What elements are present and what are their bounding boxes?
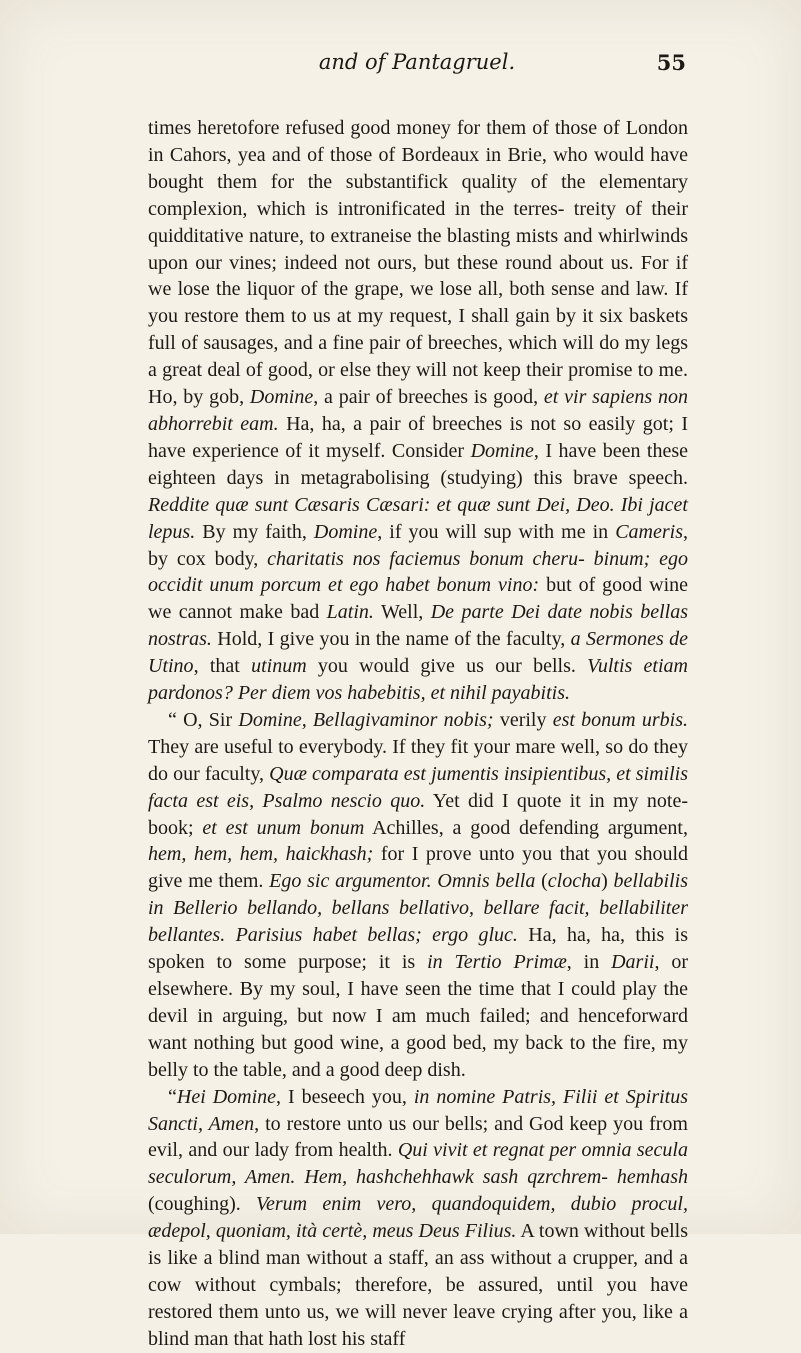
text-run: , to restore unto us our bells; and God keep you from evil, and our lady from health.	[148, 1112, 688, 1162]
text-run: Ha, ha, a pair of breeches is not so easily got; I have experience of it myself. Consider	[148, 412, 689, 462]
italic-text: Domine, Bellagivaminor nobis;	[238, 708, 494, 731]
text-run: Ha, ha, ha, this is spoken to some purpose; it is	[148, 924, 689, 974]
text-run: , by cox body,	[148, 520, 688, 570]
italic-text: Domine	[470, 439, 534, 462]
text-run: A town without bells is like a blind man without a staff, an ass without a crupper, and a cow without cymbals; therefore, be assured, until you have restored them unto us, we will never leave crying after you, like a blind man that hath lost his staff	[148, 1220, 689, 1350]
text-run: )	[601, 870, 614, 893]
text-run: , I beseech you,	[276, 1085, 414, 1108]
text-run: (coughing).	[148, 1193, 257, 1216]
text-run: , a pair of breeches is good,	[313, 386, 544, 409]
text-run: They are useful to everybody. If they fit your mare well, so do they do our faculty,	[148, 735, 688, 785]
italic-text: Ego sic argumentor. Omnis bella	[269, 870, 536, 893]
text-run: Yet did I quote it in my note-book;	[148, 789, 688, 839]
italic-text: De parte Dei date nobis bellas nostras.	[148, 601, 688, 651]
text-run: “	[168, 1085, 177, 1108]
italic-text: Verum enim vero, quandoquidem, dubio procul, ædepol, quoniam, ità certè, meus Deus Filius.	[148, 1193, 688, 1243]
page-number: 55	[656, 50, 686, 75]
text-run: verily	[493, 708, 553, 731]
body-text	[148, 115, 688, 1353]
text-run: you would give us our bells.	[306, 655, 588, 678]
italic-text: in nomine Patris, Filii et Spiritus Sancti, Amen	[148, 1085, 689, 1135]
text-run: for I prove unto you that you should give me them.	[148, 843, 689, 893]
text-run: times heretofore refused good money for them of those of London in Cahors, yea and of those of Bordeaux in Brie, who would have bought them for the substantifick quality of the elementary complexion, which is intronificated in the terres- treity of their quidditative nature, to extraneise the blasting mists and whirlwinds upon our vines; indeed not ours, but these round about us. For if we lose the liquor of the grape, we lose all, both sense and law. If you restore them to us at my request, I shall gain by it six baskets full of sausages, and a fine pair of breeches, which will do my legs a great deal of good, or else they will not keep their promise to me. Ho, by gob,	[148, 117, 688, 409]
italic-text: Domine	[313, 520, 378, 543]
italic-text: Domine	[249, 386, 314, 409]
italic-text: in Tertio Primæ	[427, 951, 567, 974]
italic-text: clocha	[547, 870, 602, 893]
italic-text: et est unum bonum	[202, 816, 365, 839]
italic-text: Darii	[611, 951, 655, 974]
italic-text: Quæ comparata est jumentis insipientibus, et similis facta est eis, Psalmo nescio quo.	[148, 762, 688, 812]
text-run: , I have been these eighteen days in metagrabolising (studying) this brave speech.	[148, 439, 689, 489]
italic-text: Latin.	[326, 601, 374, 624]
italic-text: est bonum urbis.	[552, 708, 688, 731]
paragraph	[148, 707, 688, 1084]
italic-text: charitatis nos faciemus bonum cheru- binum; ego occidit unum porcum et ego habet bonum vino:	[148, 547, 688, 597]
paragraph	[148, 115, 688, 707]
running-head	[148, 50, 686, 86]
running-title: and of Pantagruel.	[318, 50, 516, 74]
italic-text: hem, hem, hem, haickhash;	[148, 843, 374, 866]
text-run: , if you will sup with me in	[377, 520, 616, 543]
italic-text: bellabilis in Bellerio bellando, bellans bellativo, bellare facit, bellabiliter bellantes. Parisius habet bellas; ergo gluc.	[148, 870, 688, 947]
italic-text: et vir sapiens non abhorrebit eam.	[148, 386, 688, 435]
italic-text: Cameris	[615, 520, 683, 543]
paragraph	[148, 1084, 688, 1353]
italic-text: Qui vivit et regnat per omnia secula seculorum, Amen. Hem, hashchehhawk sash qzrchrem- hemhash	[148, 1139, 688, 1189]
text-run: Achilles, a good defending argument,	[364, 816, 688, 839]
text-run: (	[535, 870, 548, 893]
text-run: , in	[566, 951, 612, 974]
text-run: but of good wine we cannot make bad	[148, 574, 688, 624]
text-run: , or elsewhere. By my soul, I have seen the time that I could play the devil in arguing, but now I am much failed; and henceforward want nothing but good wine, a good bed, my back to the fire, my belly to the table, and a good deep dish.	[148, 951, 688, 1081]
italic-text: Hei Domine	[176, 1085, 277, 1108]
italic-text: a Sermones de Utino	[148, 628, 689, 678]
text-run: Hold, I give you in the name of the faculty,	[211, 628, 571, 651]
text-run: “ O, Sir	[168, 708, 239, 731]
italic-text: Vultis etiam pardonos? Per diem vos habebitis, et nihil payabitis.	[148, 655, 688, 705]
text-run: Well,	[373, 601, 431, 624]
italic-text: Reddite quæ sunt Cæsaris Cæsari: et quæ sunt Dei, Deo. Ibi jacet lepus.	[148, 493, 688, 543]
text-run: , that	[193, 655, 252, 678]
text-run: By my faith,	[195, 520, 314, 543]
italic-text: utinum	[251, 655, 307, 678]
